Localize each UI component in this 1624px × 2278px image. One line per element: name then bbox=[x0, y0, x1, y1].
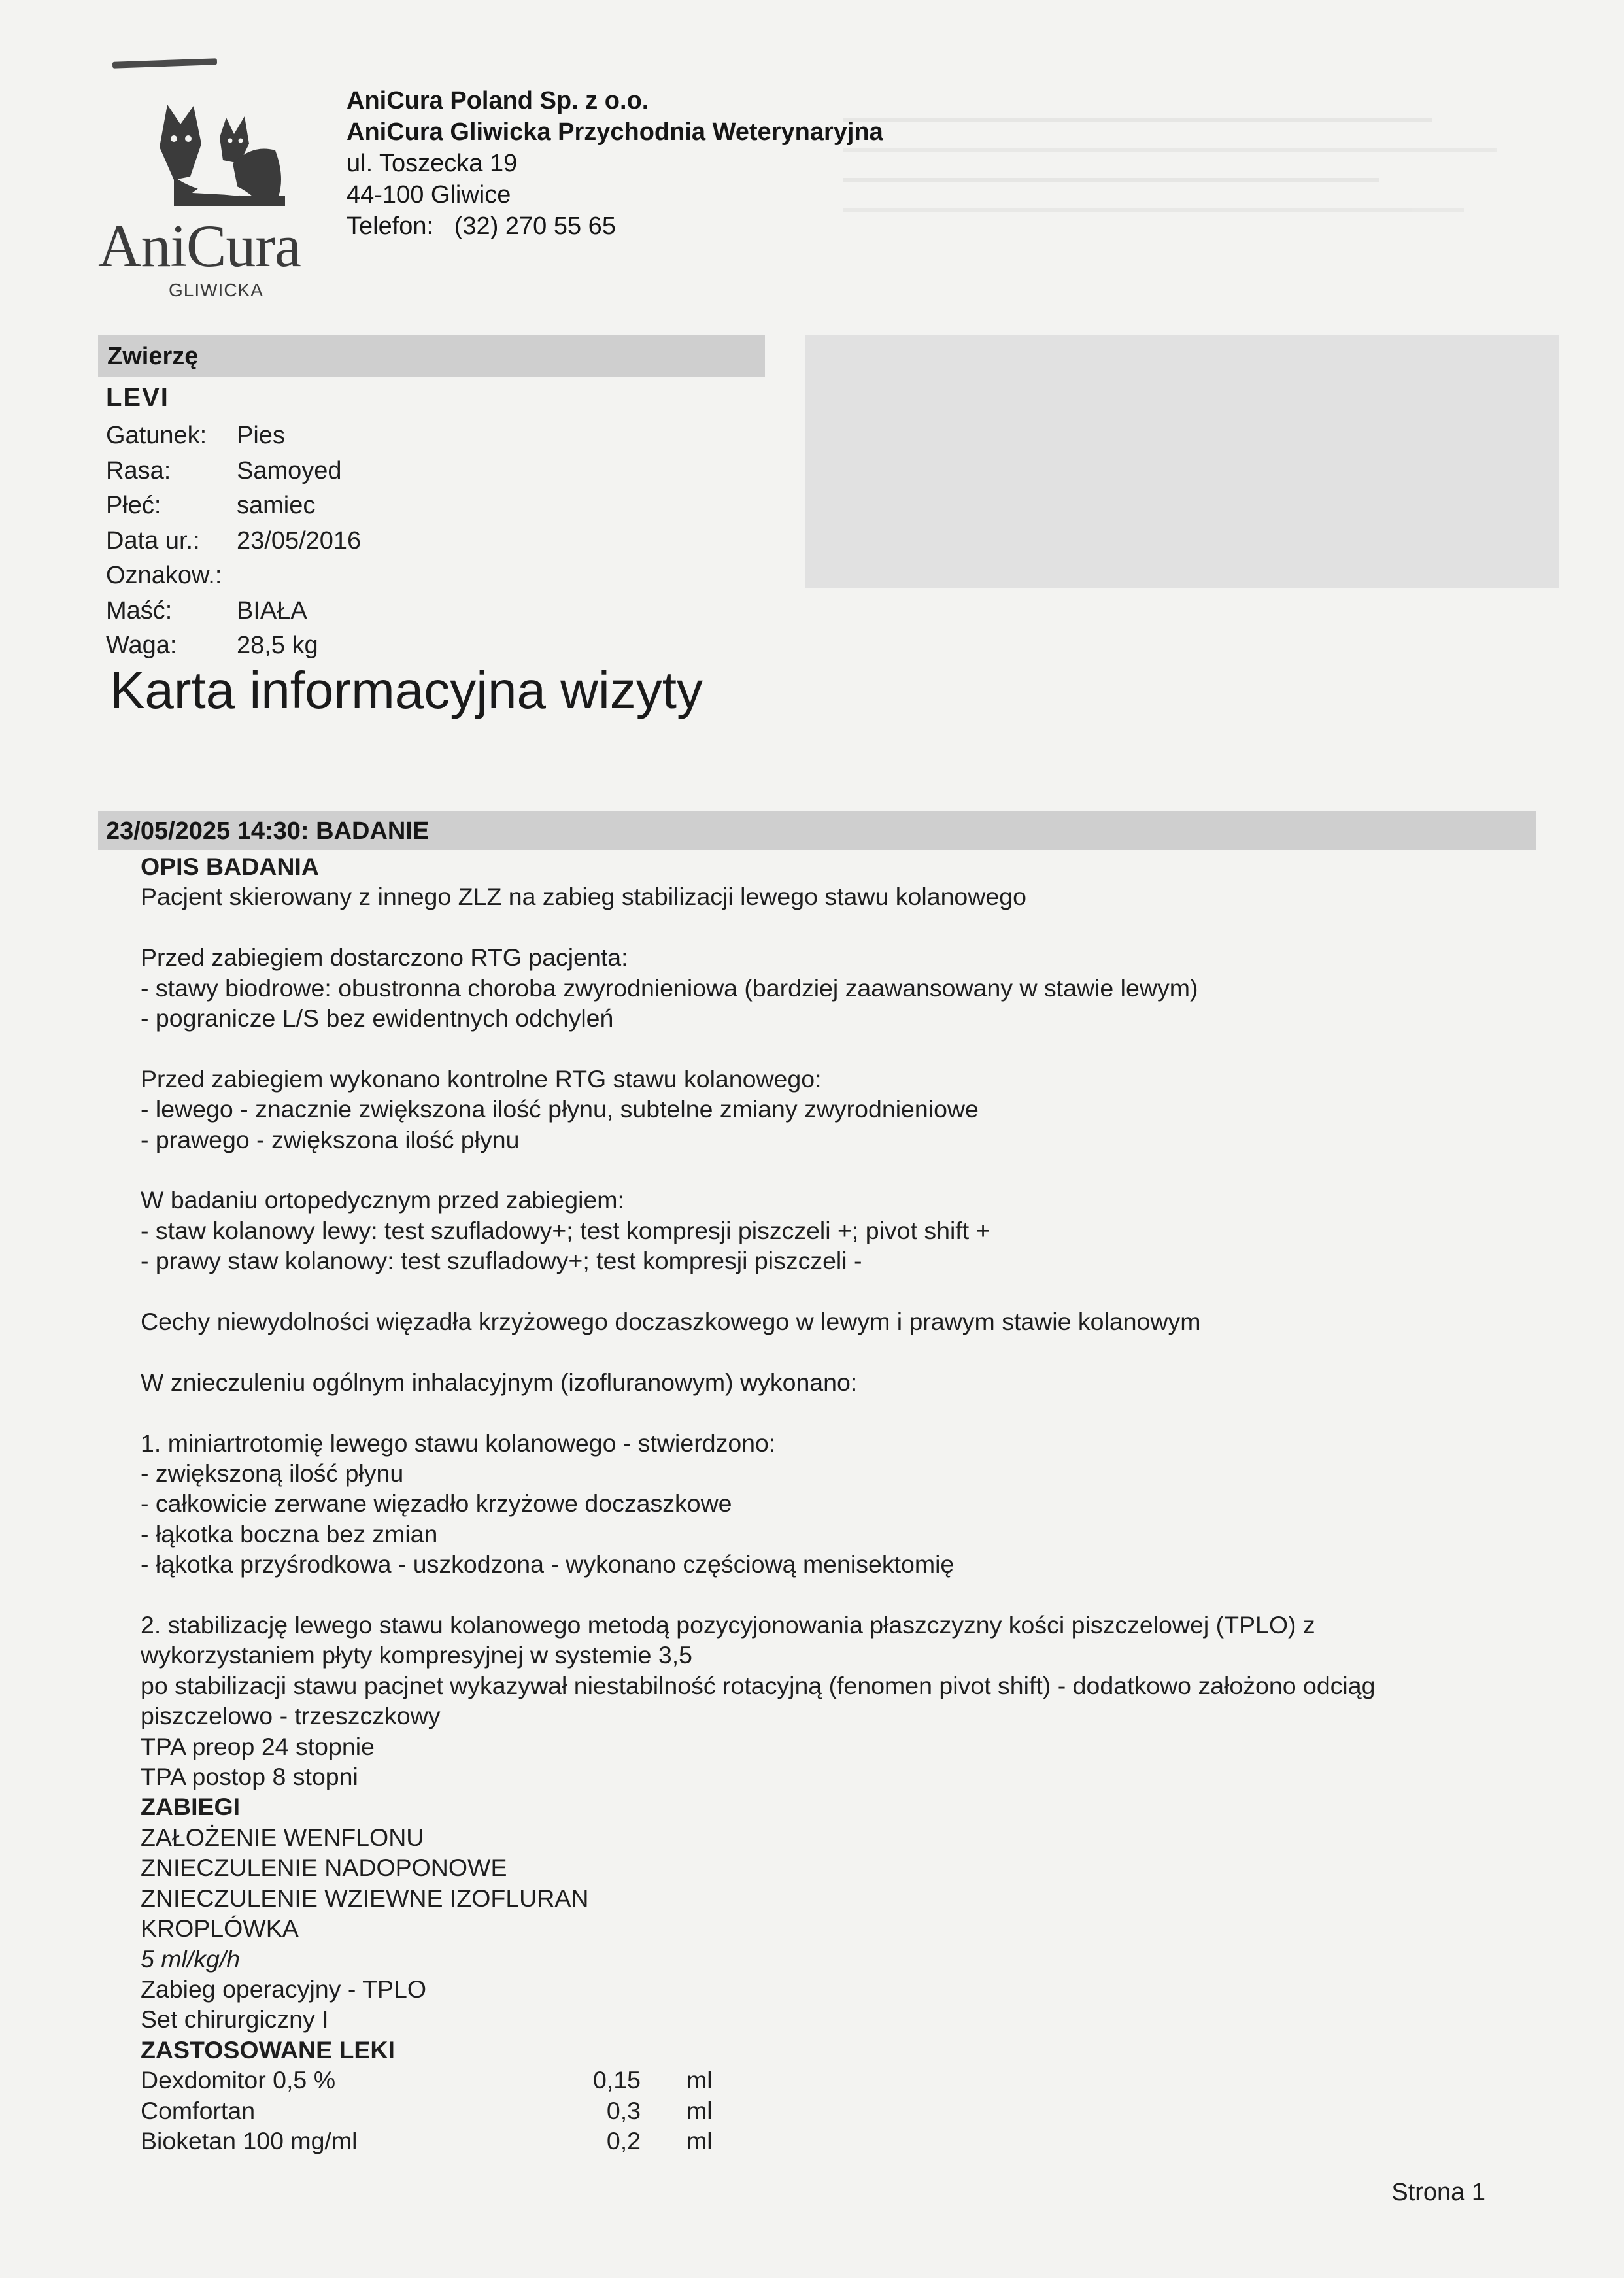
medication-unit: ml bbox=[686, 2126, 713, 2154]
text-line: - prawego - zwiększona ilość płynu bbox=[141, 1125, 520, 1153]
redacted-owner-block bbox=[805, 335, 1559, 588]
visit-header-label: 23/05/2025 14:30: BADANIE bbox=[106, 817, 430, 845]
medication-qty: 0,2 bbox=[606, 2126, 641, 2154]
text-line: 1. miniartrotomię lewego stawu kolanowego - stwierdzono: bbox=[141, 1429, 776, 1457]
opis-heading: OPIS BADANIA bbox=[141, 853, 319, 880]
procedure-item: 5 ml/kg/h bbox=[141, 1945, 241, 1973]
logo-subtitle: GLIWICKA bbox=[169, 280, 263, 300]
text-line: Przed zabiegiem wykonano kontrolne RTG stawu kolanowego: bbox=[141, 1064, 822, 1093]
field-label: Rasa: bbox=[106, 456, 171, 484]
page-number: Strona 1 bbox=[1391, 2179, 1485, 2206]
clinic-phone: Telefon: (32) 270 55 65 bbox=[347, 212, 616, 240]
staple-mark bbox=[112, 58, 217, 69]
procedure-item: ZNIECZULENIE NADOPONOWE bbox=[141, 1854, 507, 1882]
medication-unit: ml bbox=[686, 2096, 713, 2124]
text-line: TPA postop 8 stopni bbox=[141, 1763, 358, 1791]
text-line: wykorzystaniem płyty kompresyjnej w systemie 3,5 bbox=[141, 1641, 693, 1669]
company-name: AniCura Poland Sp. z o.o. bbox=[347, 87, 649, 114]
clinic-name: AniCura Gliwicka Przychodnia Weterynaryjna bbox=[347, 118, 883, 146]
text-line: - zwiększoną ilość płynu bbox=[141, 1459, 404, 1488]
animal-field bbox=[106, 594, 361, 629]
text-line: - łąkotka przyśrodkowa - uszkodzona - wykonano częściową menisektomię bbox=[141, 1550, 955, 1578]
field-value: BIAŁA bbox=[237, 596, 307, 624]
animal-fields bbox=[106, 418, 361, 664]
text-line: - lewego - znacznie zwiększona ilość płynu, subtelne zmiany zwyrodnieniowe bbox=[141, 1095, 979, 1123]
field-value: samiec bbox=[237, 492, 316, 519]
text-line: - całkowicie zerwane więzadło krzyżowe doczaszkowe bbox=[141, 1489, 732, 1518]
text-line: W badaniu ortopedycznym przed zabiegiem: bbox=[141, 1186, 624, 1214]
clinic-city: 44-100 Gliwice bbox=[347, 181, 511, 209]
field-label: Oznakow.: bbox=[106, 562, 222, 589]
field-value: 23/05/2016 bbox=[237, 526, 362, 554]
text-line: Pacjent skierowany z innego ZLZ na zabieg stabilizacji lewego stawu kolanowego bbox=[141, 883, 1026, 911]
text-line: piszczelowo - trzeszczkowy bbox=[141, 1702, 441, 1730]
text-line: 2. stabilizację lewego stawu kolanowego metodą pozycyjonowania płaszczyzny kości piszczelowej (TPLO) z bbox=[141, 1611, 1315, 1639]
medication-qty: 0,15 bbox=[593, 2066, 641, 2094]
medication-row bbox=[141, 2096, 1553, 2126]
animal-field bbox=[106, 558, 361, 594]
visit-body bbox=[141, 851, 1553, 2156]
field-label: Data ur.: bbox=[106, 526, 200, 554]
clinic-info bbox=[347, 85, 883, 242]
medication-row bbox=[141, 2065, 1553, 2095]
medication-unit: ml bbox=[686, 2066, 713, 2094]
animal-section-header bbox=[98, 335, 765, 377]
procedure-item: ZNIECZULENIE WZIEWNE IZOFLURAN bbox=[141, 1884, 589, 1912]
medication-qty: 0,3 bbox=[606, 2096, 641, 2124]
cat-dog-logo-icon bbox=[154, 98, 292, 209]
animal-field bbox=[106, 524, 361, 559]
visit-header bbox=[98, 811, 1536, 850]
field-label: Waga: bbox=[106, 632, 177, 659]
text-line: Przed zabiegiem dostarczono RTG pacjenta: bbox=[141, 944, 628, 972]
animal-section-label: Zwierzę bbox=[107, 343, 199, 370]
field-label: Płeć: bbox=[106, 492, 161, 519]
field-value: Samoyed bbox=[237, 456, 342, 484]
animal-name: LEVI bbox=[106, 383, 169, 412]
field-value: 28,5 kg bbox=[237, 632, 318, 659]
field-value: Pies bbox=[237, 422, 285, 449]
zabiegi-heading: ZABIEGI bbox=[141, 1793, 241, 1821]
medication-name: Dexdomitor 0,5 % bbox=[141, 2066, 336, 2094]
logo-wordmark: AniCura bbox=[98, 212, 301, 279]
animal-field bbox=[106, 628, 361, 664]
text-line: - staw kolanowy lewy: test szufladowy+; test kompresji piszczeli +; pivot shift + bbox=[141, 1216, 990, 1244]
text-line: TPA preop 24 stopnie bbox=[141, 1732, 375, 1760]
text-line: - prawy staw kolanowy: test szufladowy+; test kompresji piszczeli - bbox=[141, 1247, 862, 1275]
animal-field bbox=[106, 418, 361, 454]
field-label: Maść: bbox=[106, 596, 173, 624]
procedure-item: KROPLÓWKA bbox=[141, 1914, 299, 1943]
animal-field bbox=[106, 454, 361, 489]
procedure-item: Zabieg operacyjny - TPLO bbox=[141, 1975, 427, 2003]
clinic-street: ul. Toszecka 19 bbox=[347, 150, 518, 177]
text-line: - pogranicze L/S bez ewidentnych odchyleń bbox=[141, 1004, 614, 1032]
medication-name: Bioketan 100 mg/ml bbox=[141, 2126, 358, 2154]
leki-heading: ZASTOSOWANE LEKI bbox=[141, 2035, 395, 2064]
animal-field bbox=[106, 488, 361, 524]
text-line: - stawy biodrowe: obustronna choroba zwyrodnieniowa (bardziej zaawansowany w stawie lewym) bbox=[141, 974, 1198, 1002]
text-line: po stabilizacji stawu pacjnet wykazywał niestabilność rotacyjną (fenomen pivot shift) - dodatkowo założono odciąg bbox=[141, 1671, 1376, 1699]
text-line: - łąkotka boczna bez zmian bbox=[141, 1520, 438, 1548]
text-line: Cechy niewydolności więzadła krzyżowego doczaszkowego w lewym i prawym stawie kolanowym bbox=[141, 1308, 1201, 1336]
medication-row bbox=[141, 2126, 1553, 2156]
text-line: W znieczuleniu ogólnym inhalacyjnym (izofluranowym) wykonano: bbox=[141, 1368, 858, 1396]
medication-name: Comfortan bbox=[141, 2096, 256, 2124]
document-title: Karta informacyjna wizyty bbox=[110, 661, 703, 719]
field-label: Gatunek: bbox=[106, 422, 207, 449]
procedure-item: Set chirurgiczny I bbox=[141, 2005, 329, 2033]
procedure-item: ZAŁOŻENIE WENFLONU bbox=[141, 1823, 424, 1851]
